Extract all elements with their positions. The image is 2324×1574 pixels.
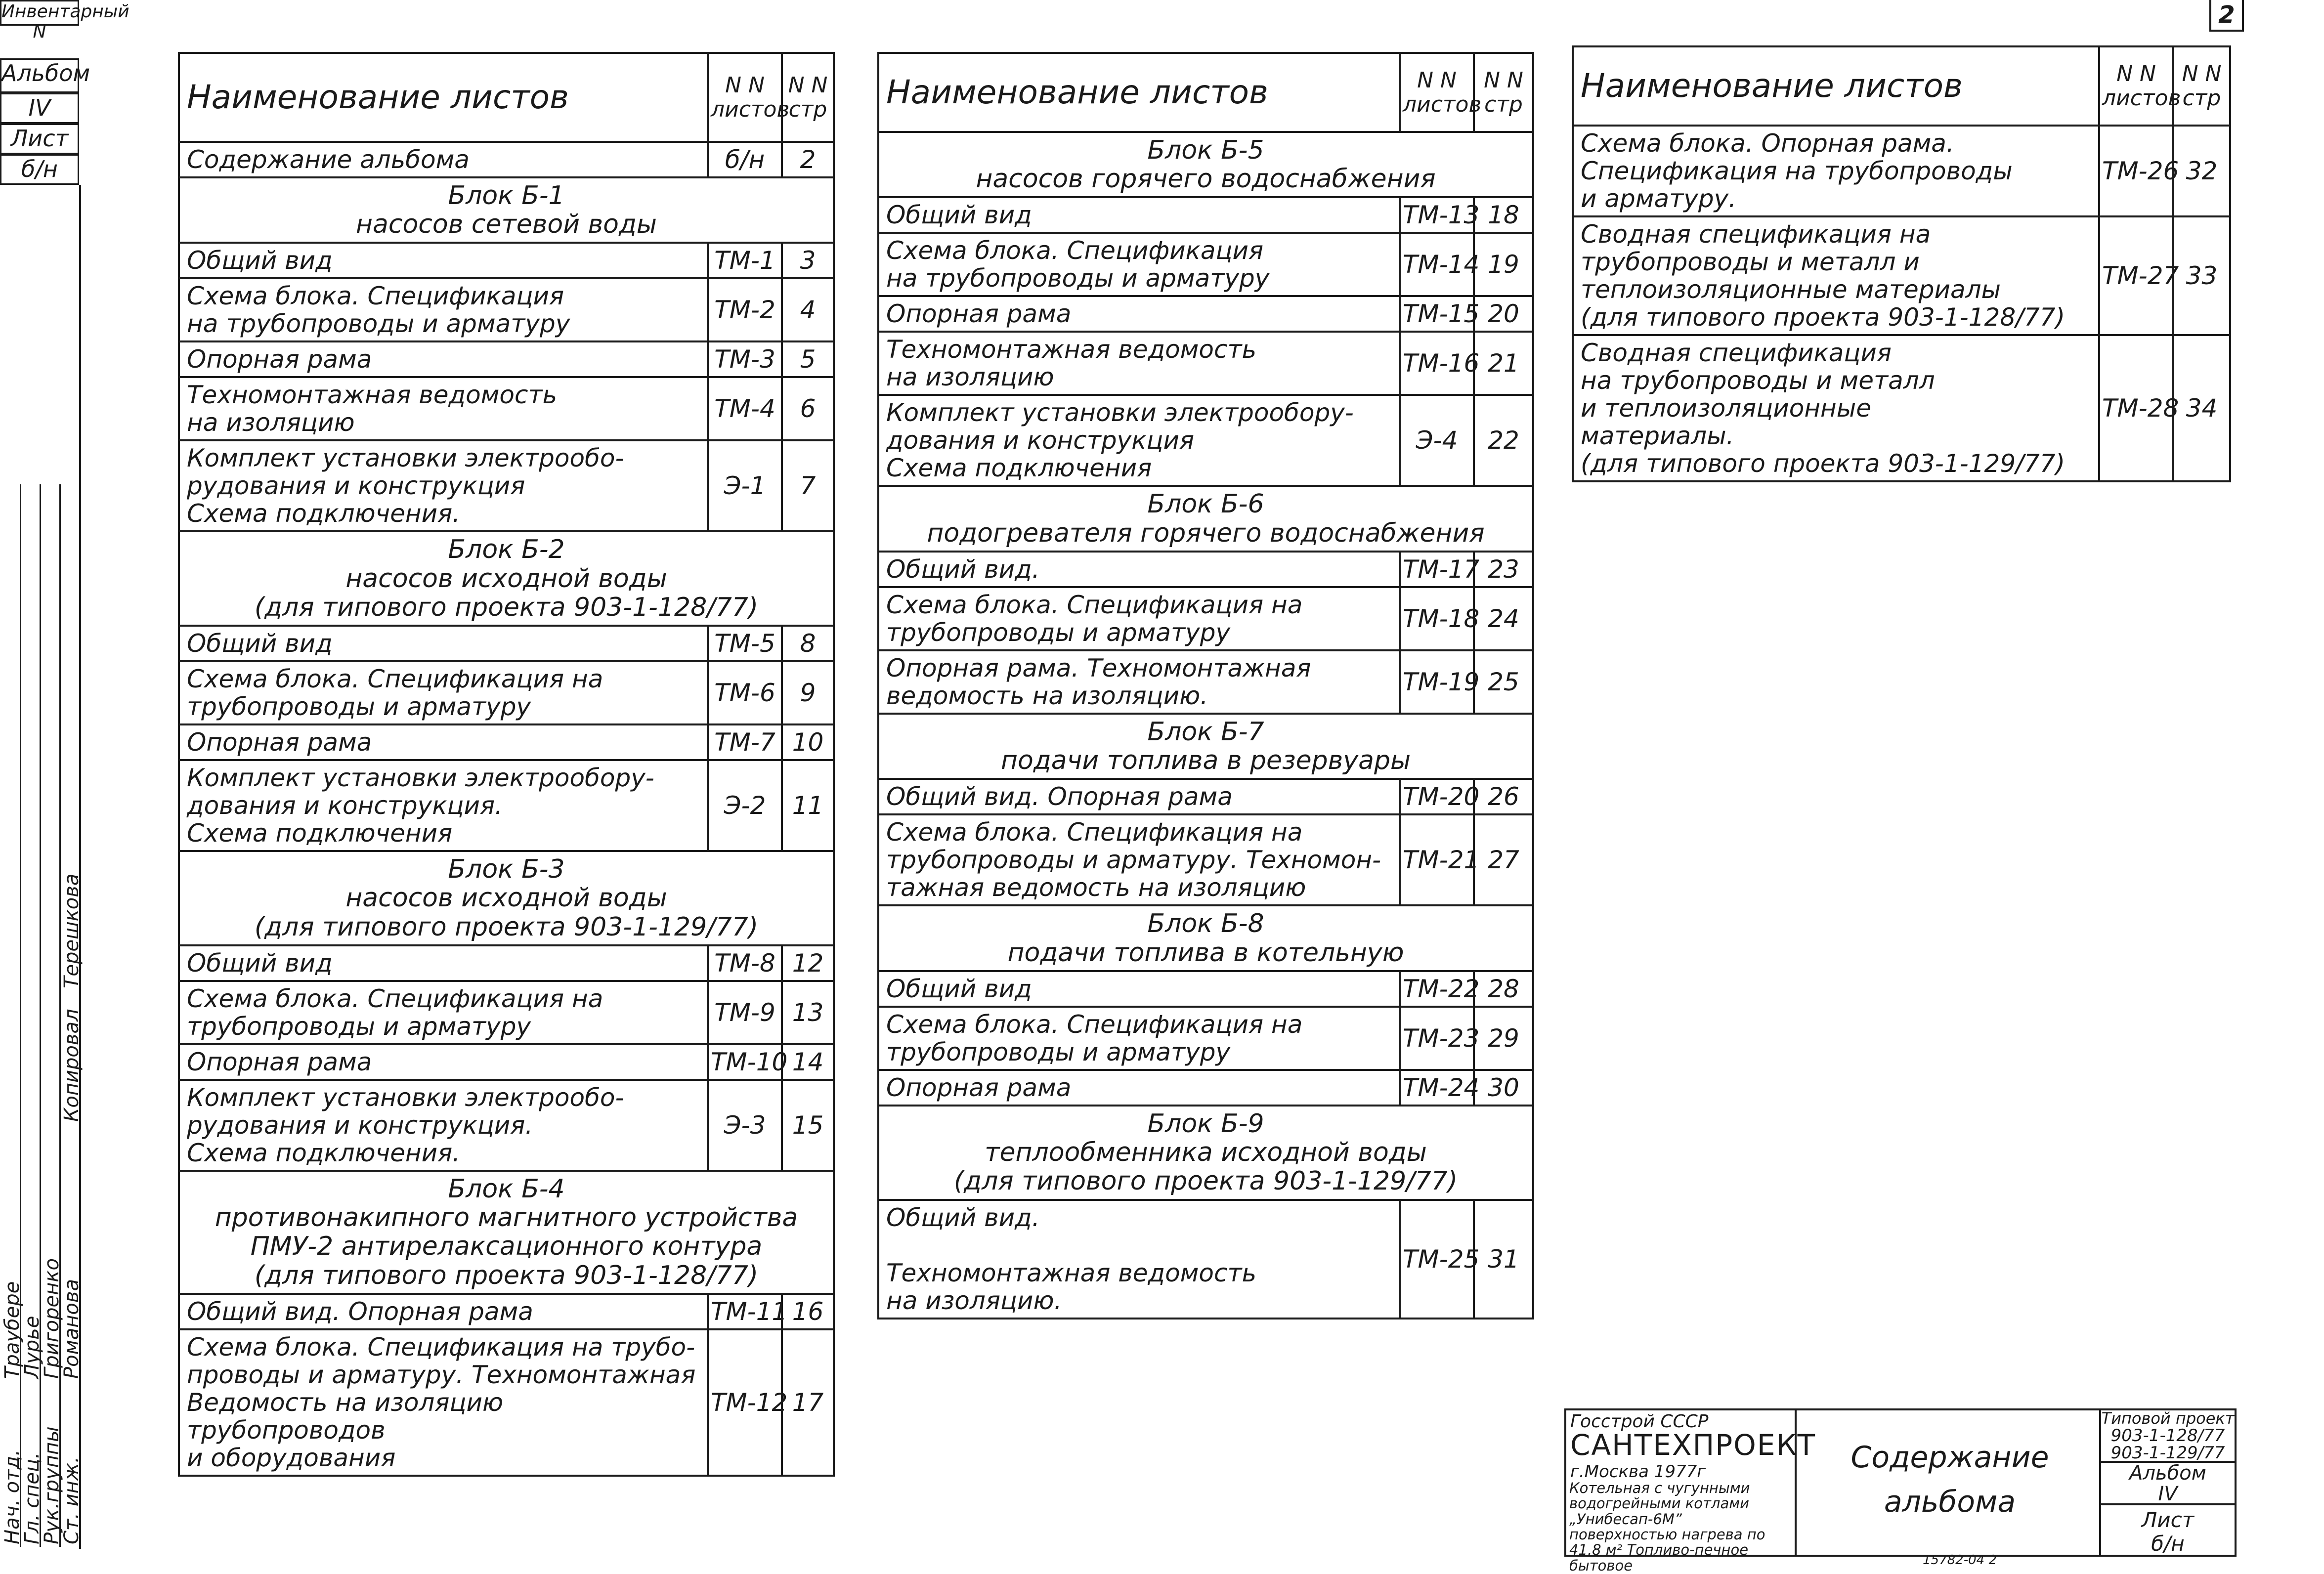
document-title: Содержание (1851, 1440, 2049, 1475)
section-line: насосов исходной воды (345, 563, 667, 594)
sheet-name: Опорная рама (878, 296, 1400, 332)
stamp-sheet-value: б/н (2151, 1531, 2185, 1556)
contents-table-1 (178, 52, 835, 1477)
sheet-code: ТМ-11 (708, 1294, 782, 1329)
table-row (179, 1329, 834, 1476)
section-line: подачи топлива в резервуары (1000, 746, 1411, 776)
page-number-cell: 6 (782, 377, 834, 440)
section-heading (878, 486, 1533, 551)
sheet-name: Схема блока. Спецификация на трубопроводы и арматуру (878, 1007, 1400, 1070)
section-line: Блок Б-2 (448, 535, 565, 565)
org-city: г.Москва 1977г (1570, 1462, 1706, 1482)
table-row (179, 724, 834, 760)
section-line: (для типового проекта 903-1-128/77) (254, 592, 759, 622)
page-number-cell: 22 (1474, 395, 1533, 486)
page-number-cell: 3 (782, 243, 834, 278)
page-number-cell: 28 (1474, 971, 1533, 1007)
table-row (1573, 126, 2230, 216)
signer-1: Траубере (1, 1281, 24, 1379)
table-row (179, 626, 834, 661)
table-row (878, 332, 1533, 395)
title-cell (1795, 1408, 2101, 1557)
sheet-code: ТМ-27 (2099, 216, 2173, 335)
page-number-cell: 26 (1474, 779, 1533, 814)
table-body (179, 142, 834, 1476)
header-name: Наименование листов (878, 53, 1400, 132)
sheet-code: ТМ-19 (1400, 650, 1474, 714)
sheet-code: ТМ-21 (1400, 814, 1474, 905)
copied-name: Терешкова (60, 873, 83, 988)
archive-number: 15782-04 2 (1923, 1553, 1997, 1568)
sheet-name: Схема блока. Спецификация на трубо- проводы и арматуру. Техномонтажная Ведомость на изоляцию трубопроводов и оборудования (179, 1329, 708, 1476)
table-row (878, 779, 1533, 814)
table-row (878, 395, 1533, 486)
section-line: подачи топлива в котельную (1007, 937, 1404, 968)
contents-table-3 (1572, 45, 2231, 482)
section-line: Блок Б-3 (448, 854, 565, 885)
type-project-1: 903-1-128/77 (2110, 1425, 2225, 1446)
role-1: Нач. отд. (1, 1449, 24, 1544)
sheet-code: б/н (708, 142, 782, 177)
sheet-name: Опорная рама. Техномонтажная ведомость на изоляцию. (878, 650, 1400, 714)
sheet-code: ТМ-3 (708, 341, 782, 377)
type-project-cell (2099, 1408, 2237, 1463)
sheet-name: Комплект установки электрообо- рудования и конструкция Схема подключения. (179, 440, 708, 531)
page-number-cell: 30 (1474, 1070, 1533, 1106)
page-number-cell: 4 (782, 278, 834, 341)
section-line: (для типового проекта 903-1-129/77) (254, 912, 759, 942)
section-row (878, 1106, 1533, 1200)
page-number-cell: 32 (2173, 126, 2230, 216)
org-name: САНТЕХПРОЕКТ (1570, 1428, 1816, 1462)
section-line: подогревателя горячего водоснабжения (927, 518, 1485, 548)
sheet-code: ТМ-18 (1400, 587, 1474, 650)
table-row (179, 945, 834, 981)
stamp-album-label: Альбом (2129, 1462, 2206, 1485)
sheet-name: Общий вид (878, 971, 1400, 1007)
left-margin-strip (0, 0, 129, 1567)
table-body (1573, 126, 2230, 481)
signature-divider (0, 484, 21, 1547)
page-number-cell: 7 (782, 440, 834, 531)
header-name: Наименование листов (179, 53, 708, 142)
section-heading (179, 1171, 834, 1294)
sheet-name: Комплект установки электрообо- рудования и конструкция. Схема подключения. (179, 1080, 708, 1171)
table-row (179, 1294, 834, 1329)
sheet-code: Э-4 (1400, 395, 1474, 486)
sheet-code: ТМ-22 (1400, 971, 1474, 1007)
type-project-2: 903-1-129/77 (2110, 1443, 2225, 1463)
sheet-code: ТМ-10 (708, 1044, 782, 1080)
table-row (179, 661, 834, 724)
sheet-code: ТМ-7 (708, 724, 782, 760)
sheet-code: Э-1 (708, 440, 782, 531)
album-cell (2099, 1461, 2237, 1505)
table-row (179, 243, 834, 278)
table-row (179, 1080, 834, 1171)
header-page-no: N N стр (1474, 53, 1533, 132)
page-number-cell: 12 (782, 945, 834, 981)
sheet-name: Опорная рама (179, 1044, 708, 1080)
section-row (179, 1171, 834, 1294)
copied-label: Копировал (60, 1009, 83, 1122)
type-project-label: Типовой проект (2101, 1409, 2235, 1428)
contents-table-2 (877, 52, 1534, 1319)
sheet-name: Комплект установки электрообору- дования и конструкция. Схема подключения (179, 760, 708, 851)
sheet-name: Общий вид. Опорная рама (878, 779, 1400, 814)
sheet-name: Общий вид. (878, 552, 1400, 587)
signature-divider (40, 484, 61, 1547)
header-name: Наименование листов (1573, 46, 2099, 126)
table-row (179, 278, 834, 341)
sheet-code: ТМ-6 (708, 661, 782, 724)
table-row (179, 377, 834, 440)
section-line: (для типового проекта 903-1-129/77) (953, 1166, 1458, 1196)
section-line: Блок Б-4 (448, 1174, 565, 1204)
signer-2: Лурье (21, 1316, 43, 1379)
sheet-code: ТМ-5 (708, 626, 782, 661)
section-line: Блок Б-9 (1147, 1108, 1264, 1139)
sheet-name: Схема блока. Спецификация на трубопроводы и арматуру (179, 661, 708, 724)
page-number-cell: 19 (1474, 233, 1533, 296)
section-heading (179, 531, 834, 626)
section-line: Блок Б-7 (1147, 717, 1264, 747)
page-number-cell: 16 (782, 1294, 834, 1329)
inventory-label: Инвентарный N (0, 0, 79, 26)
section-line: насосов исходной воды (345, 883, 667, 913)
header-sheet-no: N N листов (1400, 53, 1474, 132)
page-number-cell: 10 (782, 724, 834, 760)
sheet-code: Э-2 (708, 760, 782, 851)
table-row (179, 1044, 834, 1080)
sheet-name: Общий вид. Техномонтажная ведомость на изоляцию. (878, 1200, 1400, 1319)
sheet-label: Лист (0, 124, 79, 154)
stamp-sheet-label: Лист (2141, 1508, 2195, 1532)
page-number-cell: 5 (782, 341, 834, 377)
page-number-cell: 9 (782, 661, 834, 724)
org-cell (1564, 1408, 1816, 1574)
table-row (179, 981, 834, 1044)
album-label: Альбом (0, 58, 79, 93)
table-row (1573, 335, 2230, 481)
page-number-cell: 13 (782, 981, 834, 1044)
table-body (878, 132, 1533, 1319)
sheet-cell (2099, 1503, 2237, 1557)
section-row (179, 177, 834, 243)
table-row (878, 197, 1533, 233)
page-number-cell: 29 (1474, 1007, 1533, 1070)
signature-divider (20, 484, 41, 1547)
project-description: Котельная с чугунными водогрейными котлами „Унибесап-6М” поверхностью нагрева по 41,8 м² Топливо-печное бытовое (1569, 1480, 1765, 1574)
sheet-code: ТМ-23 (1400, 1007, 1474, 1070)
section-row (878, 714, 1533, 779)
section-line: Блок Б-6 (1147, 489, 1264, 519)
table-row (878, 1007, 1533, 1070)
sheet-code: ТМ-20 (1400, 779, 1474, 814)
sheet-name: Схема блока. Спецификация на трубопроводы и арматуру (179, 981, 708, 1044)
sheet-name: Схема блока. Опорная рама. Спецификация на трубопроводы и арматуру. (1573, 126, 2099, 216)
sheet-code: ТМ-12 (708, 1329, 782, 1476)
section-row (179, 531, 834, 626)
sheet-name: Сводная спецификация на трубопроводы и металл и теплоизоляционные материалы. (для типового проекта 903-1-129/77) (1573, 335, 2099, 481)
sheet-code: ТМ-28 (2099, 335, 2173, 481)
sheet-name: Общий вид. Опорная рама (179, 1294, 708, 1329)
table-row (1573, 216, 2230, 335)
sheet-name: Содержание альбома (179, 142, 708, 177)
section-line: противонакипного магнитного устройства (215, 1203, 798, 1233)
section-row (878, 132, 1533, 197)
document-title-2: альбома (1884, 1485, 2016, 1519)
page-number-cell: 25 (1474, 650, 1533, 714)
table-row (179, 760, 834, 851)
page-number-cell: 8 (782, 626, 834, 661)
sheet-name: Общий вид (179, 945, 708, 981)
page-number-cell: 21 (1474, 332, 1533, 395)
section-heading (878, 132, 1533, 197)
sheet-code: ТМ-13 (1400, 197, 1474, 233)
role-4: Ст. инж. (60, 1456, 83, 1544)
sheet-code: ТМ-24 (1400, 1070, 1474, 1106)
sheet-code: ТМ-16 (1400, 332, 1474, 395)
sheet-name: Схема блока. Спецификация на трубопроводы и арматуру (878, 587, 1400, 650)
page-number-cell: 20 (1474, 296, 1533, 332)
header-page-no: N N стр (2173, 46, 2230, 126)
section-row (878, 486, 1533, 551)
table-row (179, 440, 834, 531)
sheet-name: Техномонтажная ведомость на изоляцию (878, 332, 1400, 395)
sheet-code: Э-3 (708, 1080, 782, 1171)
section-row (179, 851, 834, 945)
header-sheet-no: N N листов (708, 53, 782, 142)
page-number-cell: 33 (2173, 216, 2230, 335)
section-line: Блок Б-5 (1147, 135, 1264, 165)
sheet-name: Схема блока. Спецификация на трубопроводы и арматуру (179, 278, 708, 341)
section-heading (179, 851, 834, 945)
page-number-cell: 27 (1474, 814, 1533, 905)
table-row (878, 1070, 1533, 1106)
section-line: насосов сетевой воды (356, 210, 657, 240)
sheet-code: ТМ-8 (708, 945, 782, 981)
page-number-cell: 17 (782, 1329, 834, 1476)
role-3: Рук.группы (41, 1426, 63, 1544)
table-row (179, 142, 834, 177)
section-heading (878, 714, 1533, 779)
sheet-code: ТМ-1 (708, 243, 782, 278)
table-row (878, 650, 1533, 714)
sheet-code: ТМ-14 (1400, 233, 1474, 296)
table-row (878, 971, 1533, 1007)
album-value: IV (0, 93, 79, 124)
page-number-cell: 15 (782, 1080, 834, 1171)
section-line: Блок Б-8 (1147, 909, 1264, 939)
sheet-code: ТМ-15 (1400, 296, 1474, 332)
sheet-value: б/н (0, 154, 79, 185)
section-heading (878, 905, 1533, 971)
section-line: Блок Б-1 (448, 181, 565, 211)
sheet-name: Комплект установки электрообору- дования и конструкция Схема подключения (878, 395, 1400, 486)
sheet-code: ТМ-17 (1400, 552, 1474, 587)
section-heading (878, 1106, 1533, 1200)
page-number-cell: 31 (1474, 1200, 1533, 1319)
stamp-album-value: IV (2158, 1483, 2178, 1505)
table-row (878, 233, 1533, 296)
page-number-cell: 14 (782, 1044, 834, 1080)
signer-4: Романова (60, 1279, 83, 1379)
header-sheet-no: N N листов (2099, 46, 2173, 126)
sheet-name: Общий вид (179, 243, 708, 278)
section-line: (для типового проекта 903-1-128/77) (254, 1260, 759, 1290)
sheet-code: ТМ-26 (2099, 126, 2173, 216)
page-number-cell: 23 (1474, 552, 1533, 587)
sheet-name: Общий вид (179, 626, 708, 661)
sheet-name: Общий вид (878, 197, 1400, 233)
page-number: 2 (2209, 0, 2244, 32)
sheet-code: ТМ-4 (708, 377, 782, 440)
table-row (878, 1200, 1533, 1319)
header-page-no: N N стр (782, 53, 834, 142)
sheet-code: ТМ-2 (708, 278, 782, 341)
signer-3: Григоренко (41, 1258, 63, 1379)
section-line: насосов горячего водоснабжения (976, 164, 1436, 194)
sheet-name: Опорная рама (878, 1070, 1400, 1106)
page-number-cell: 34 (2173, 335, 2230, 481)
page-number-cell: 2 (782, 142, 834, 177)
sheet-name: Техномонтажная ведомость на изоляцию (179, 377, 708, 440)
page-number-cell: 11 (782, 760, 834, 851)
page-number-cell: 18 (1474, 197, 1533, 233)
table-row (179, 341, 834, 377)
sheet-name: Схема блока. Спецификация на трубопроводы и арматуру (878, 233, 1400, 296)
section-line: теплообменника исходной воды (985, 1138, 1427, 1168)
section-heading (179, 177, 834, 243)
sheet-code: ТМ-9 (708, 981, 782, 1044)
section-line: ПМУ-2 антирелаксационного контура (250, 1232, 763, 1262)
sheet-name: Опорная рама (179, 724, 708, 760)
sheet-name: Опорная рама (179, 341, 708, 377)
sheet-name: Сводная спецификация на трубопроводы и металл и теплоизоляционные материалы (для типового проекта 903-1-128/77) (1573, 216, 2099, 335)
table-row (878, 587, 1533, 650)
table-row (878, 814, 1533, 905)
sheet-code: ТМ-25 (1400, 1200, 1474, 1319)
section-row (878, 905, 1533, 971)
sheet-name: Схема блока. Спецификация на трубопроводы и арматуру. Техномон- тажная ведомость на изоляцию (878, 814, 1400, 905)
table-row (878, 552, 1533, 587)
page-number-cell: 24 (1474, 587, 1533, 650)
table-row (878, 296, 1533, 332)
role-2: Гл. спец. (21, 1452, 43, 1544)
org-line1: Госстрой СССР (1570, 1411, 1709, 1432)
